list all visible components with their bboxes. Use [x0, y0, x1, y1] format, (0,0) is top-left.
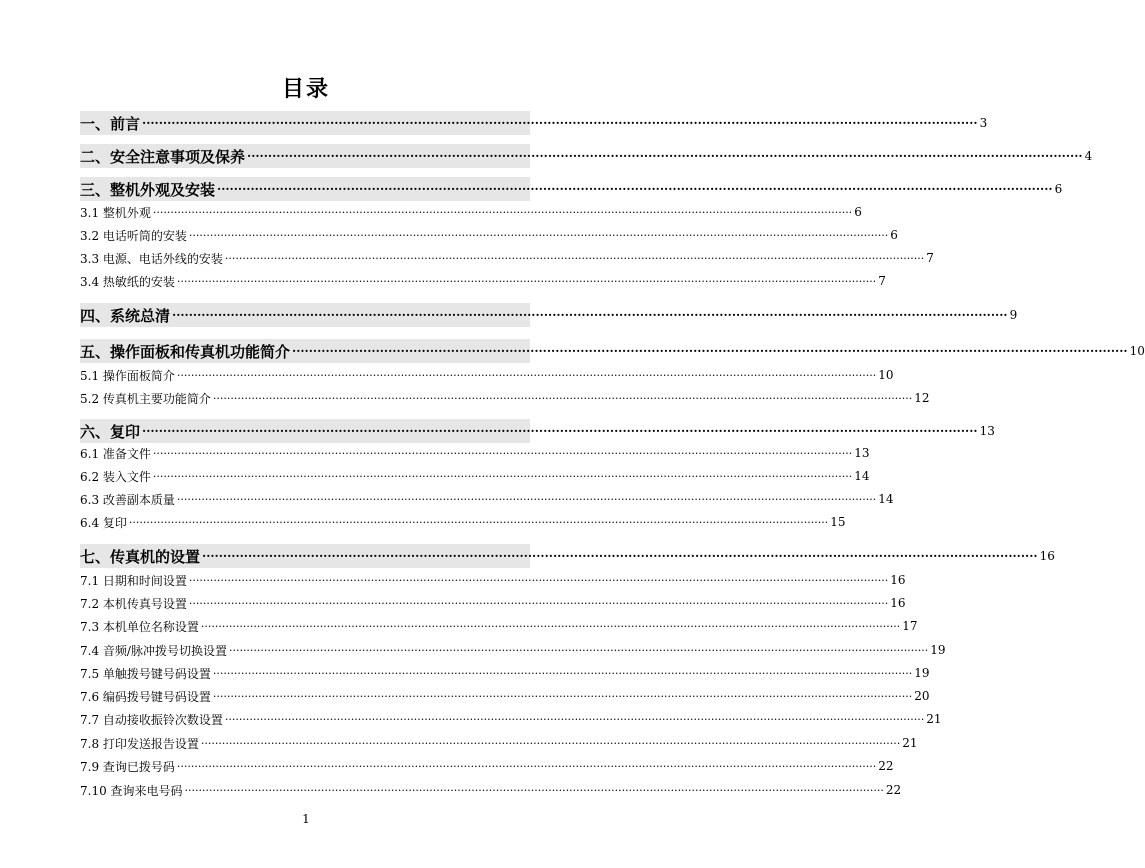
- toc-entry-page: 16: [890, 573, 906, 587]
- toc-entry-label: 3.1 整机外观: [80, 205, 151, 220]
- toc-chapter[interactable]: [80, 419, 995, 443]
- toc-chapter[interactable]: [80, 339, 1145, 363]
- dot-leader: ········································································································································································································: [176, 759, 877, 773]
- toc-entry-label: 二、安全注意事项及保养: [80, 147, 246, 166]
- toc-section[interactable]: [80, 756, 894, 776]
- dot-leader: ········································································································································································································: [176, 368, 877, 382]
- toc-entry-label: 7.4 音频/脉冲拨号切换设置: [80, 643, 227, 658]
- toc-entry-page: 7: [878, 274, 886, 288]
- toc-section[interactable]: [80, 489, 894, 509]
- toc-entry-label: 6.3 改善副本质量: [80, 492, 175, 507]
- toc-section[interactable]: [80, 248, 934, 268]
- toc-entry-page: 21: [926, 712, 942, 726]
- dot-leader: ········································································································································································································: [200, 736, 901, 750]
- toc-section[interactable]: [80, 225, 898, 245]
- toc-entry-label: 6.4 复印: [80, 515, 127, 530]
- toc-entry-page: 6: [890, 228, 898, 242]
- toc-entry-label: 七、传真机的设置: [80, 547, 201, 566]
- dot-leader: ········································································································································································································: [188, 228, 889, 242]
- toc-section[interactable]: [80, 570, 906, 590]
- dot-leader: ········································································································································································································: [212, 689, 913, 703]
- toc-section[interactable]: [80, 512, 846, 532]
- toc-entry-page: 10: [1129, 344, 1145, 358]
- dot-leader: ········································································································································································································: [184, 783, 884, 797]
- toc-entry-label: 7.10 查询来电号码: [80, 783, 183, 798]
- page-number: 1: [302, 812, 310, 826]
- toc-section[interactable]: [80, 593, 906, 613]
- dot-leader: ········································································································································································································: [152, 205, 853, 219]
- toc-entry-label: 3.2 电话听筒的安装: [80, 228, 187, 243]
- toc-chapter[interactable]: [80, 111, 988, 135]
- toc-section[interactable]: [80, 388, 930, 408]
- toc-entry-page: 14: [854, 469, 870, 483]
- dot-leader: ········································································································································································································: [228, 643, 929, 657]
- toc-entry-label: 7.1 日期和时间设置: [80, 573, 187, 588]
- toc-entry-label: 6.1 准备文件: [80, 446, 151, 461]
- toc-section[interactable]: [80, 466, 870, 486]
- toc-entry-page: 12: [914, 391, 930, 405]
- dot-leader: ········································································································································································································: [128, 515, 829, 529]
- toc-entry-page: 22: [885, 783, 902, 797]
- toc-entry-page: 21: [902, 736, 918, 750]
- toc-entry-page: 19: [914, 666, 930, 680]
- toc-chapter[interactable]: [80, 544, 1055, 568]
- dot-leader: ········································································································································································································: [200, 619, 901, 633]
- toc-entry-label: 6.2 装入文件: [80, 469, 151, 484]
- toc-section[interactable]: [80, 271, 886, 291]
- toc-section[interactable]: [80, 780, 902, 800]
- dot-leader: ········································································································································································································: [224, 712, 925, 726]
- toc-entry-page: 16: [1039, 549, 1055, 563]
- toc-entry-label: 7.8 打印发送报告设置: [80, 736, 199, 751]
- dot-leader: ········································································································································································································: [142, 424, 978, 438]
- toc-entry-label: 五、操作面板和传真机功能简介: [80, 342, 291, 361]
- toc-entry-label: 三、整机外观及安装: [80, 180, 216, 199]
- toc-entry-page: 4: [1084, 149, 1093, 163]
- toc-section[interactable]: [80, 443, 870, 463]
- dot-leader: ········································································································································································································: [176, 492, 877, 506]
- dot-leader: ········································································································································································································: [224, 251, 925, 265]
- toc-entry-label: 7.6 编码拨号键号码设置: [80, 689, 211, 704]
- toc-section[interactable]: [80, 709, 942, 729]
- toc-entry-page: 10: [878, 368, 894, 382]
- dot-leader: ········································································································································································································: [152, 446, 853, 460]
- toc-entry-page: 16: [890, 596, 906, 610]
- toc-section[interactable]: [80, 640, 946, 660]
- toc-entry-page: 22: [878, 759, 894, 773]
- dot-leader: ········································································································································································································: [188, 573, 889, 587]
- dot-leader: ········································································································································································································: [172, 308, 1008, 322]
- toc-entry-label: 7.7 自动接收振铃次数设置: [80, 712, 223, 727]
- dot-leader: ········································································································································································································: [142, 116, 978, 130]
- toc-section[interactable]: [80, 365, 894, 385]
- toc-section[interactable]: [80, 733, 918, 753]
- toc-section[interactable]: [80, 663, 930, 683]
- dot-leader: ········································································································································································································: [176, 274, 877, 288]
- dot-leader: ········································································································································································································: [202, 549, 1038, 563]
- toc-entry-page: 13: [854, 446, 870, 460]
- toc-chapter[interactable]: [80, 177, 1063, 201]
- toc-entry-label: 7.2 本机传真号设置: [80, 596, 187, 611]
- toc-entry-page: 15: [830, 515, 846, 529]
- toc-entry-label: 四、系统总清: [80, 306, 171, 325]
- toc-entry-label: 7.3 本机单位名称设置: [80, 619, 199, 634]
- toc-entry-page: 3: [979, 116, 988, 130]
- toc-entry-label: 5.1 操作面板简介: [80, 368, 175, 383]
- toc-chapter[interactable]: [80, 303, 1018, 327]
- toc-entry-label: 六、复印: [80, 422, 141, 441]
- toc-section[interactable]: [80, 686, 930, 706]
- toc-entry-page: 9: [1009, 308, 1018, 322]
- page-title: 目录: [281, 76, 330, 102]
- toc-entry-label: 7.5 单触拨号键号码设置: [80, 666, 211, 681]
- toc-entry-page: 17: [902, 619, 918, 633]
- toc-entry-page: 13: [979, 424, 995, 438]
- dot-leader: ········································································································································································································: [212, 391, 913, 405]
- toc-entry-page: 19: [930, 643, 946, 657]
- toc-entry-page: 6: [1054, 182, 1063, 196]
- toc-section[interactable]: [80, 616, 918, 636]
- dot-leader: ········································································································································································································: [152, 469, 853, 483]
- toc-chapter[interactable]: [80, 144, 1093, 168]
- toc-entry-label: 3.4 热敏纸的安装: [80, 274, 175, 289]
- dot-leader: ········································································································································································································: [212, 666, 913, 680]
- toc-entry-label: 3.3 电源、电话外线的安装: [80, 251, 223, 266]
- dot-leader: ········································································································································································································: [292, 344, 1128, 358]
- dot-leader: ········································································································································································································: [188, 596, 889, 610]
- toc-entry-label: 5.2 传真机主要功能简介: [80, 391, 211, 406]
- toc-entry-label: 7.9 查询已拨号码: [80, 759, 175, 774]
- dot-leader: ········································································································································································································: [217, 182, 1053, 196]
- toc-entry-page: 6: [854, 205, 862, 219]
- toc-entry-page: 14: [878, 492, 894, 506]
- toc-entry-label: 一、前言: [80, 114, 141, 133]
- toc-entry-page: 7: [926, 251, 934, 265]
- toc-section[interactable]: [80, 202, 862, 222]
- dot-leader: ········································································································································································································: [247, 149, 1083, 163]
- toc-entry-page: 20: [914, 689, 930, 703]
